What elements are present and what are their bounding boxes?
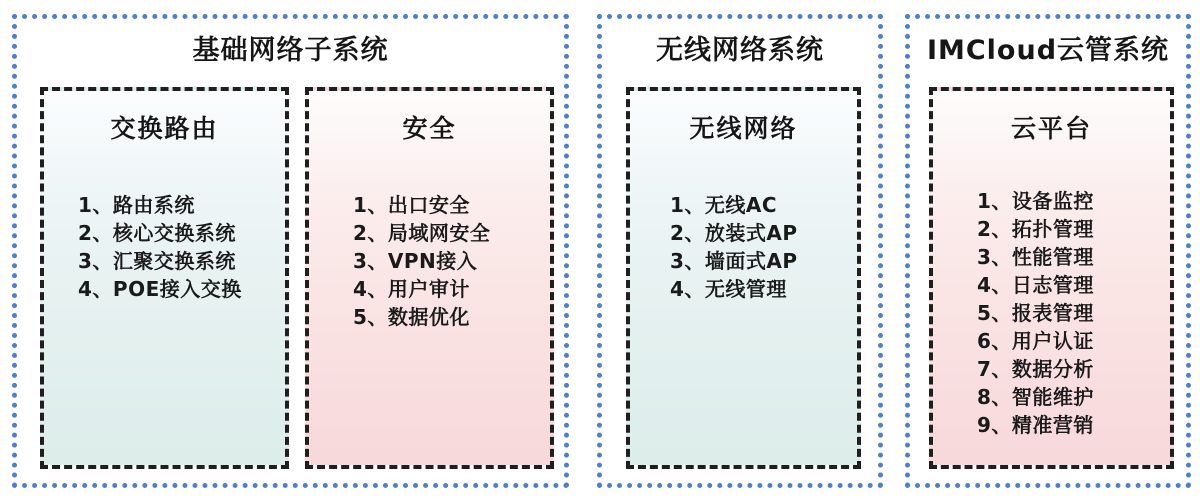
section-imcloud-cloud-management-system xyxy=(905,14,1191,488)
list-item: 2、放装式AP xyxy=(670,221,798,245)
section-title: 基础网络子系统 xyxy=(192,35,389,66)
section-wireless-network-system xyxy=(597,14,883,488)
list-item: 3、性能管理 xyxy=(977,245,1094,269)
list-item: 7、数据分析 xyxy=(977,357,1094,381)
feature-list xyxy=(630,191,857,303)
box-cloud-platform xyxy=(929,87,1174,469)
list-item: 8、智能维护 xyxy=(977,385,1094,409)
list-item: 1、路由系统 xyxy=(78,193,195,217)
list-item: 4、无线管理 xyxy=(670,277,787,301)
feature-list xyxy=(44,191,285,303)
feature-list xyxy=(933,187,1170,439)
list-item: 4、用户审计 xyxy=(353,277,470,301)
list-item: 4、日志管理 xyxy=(977,273,1094,297)
section-title: IMCloud云管系统 xyxy=(926,35,1170,66)
list-item: 2、拓扑管理 xyxy=(977,217,1094,241)
list-item: 6、用户认证 xyxy=(977,329,1094,353)
box-switch-routing xyxy=(40,87,289,469)
list-item: 3、墙面式AP xyxy=(670,249,798,273)
section-basic-network-subsystem xyxy=(12,14,569,488)
box-title: 无线网络 xyxy=(689,114,798,143)
feature-list xyxy=(309,191,550,331)
list-item: 5、数据优化 xyxy=(353,305,470,329)
list-item: 9、精准营销 xyxy=(977,413,1094,437)
list-item: 2、局域网安全 xyxy=(353,221,491,245)
list-item: 1、设备监控 xyxy=(977,189,1094,213)
list-item: 2、核心交换系统 xyxy=(78,221,236,245)
section-title: 无线网络系统 xyxy=(656,35,824,66)
list-item: 1、无线AC xyxy=(670,193,778,217)
list-item: 5、报表管理 xyxy=(977,301,1094,325)
list-item: 3、汇聚交换系统 xyxy=(78,249,236,273)
box-title: 安全 xyxy=(402,114,457,143)
list-item: 3、VPN接入 xyxy=(353,249,478,273)
box-title: 交换路由 xyxy=(110,114,219,143)
box-security xyxy=(305,87,554,469)
box-title: 云平台 xyxy=(1010,114,1092,143)
list-item: 4、POE接入交换 xyxy=(78,277,242,301)
list-item: 1、出口安全 xyxy=(353,193,470,217)
box-wireless-network xyxy=(626,87,861,469)
